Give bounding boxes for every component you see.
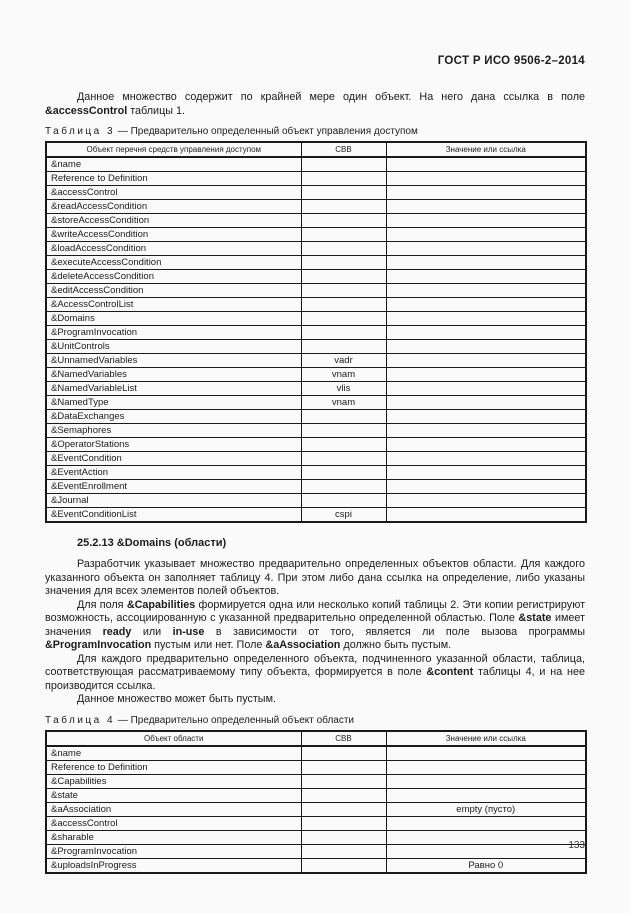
table-cell — [301, 760, 386, 774]
table-cell: &OperatorStations — [46, 438, 301, 452]
table3-access-control-object — [45, 141, 587, 523]
table-cell — [386, 844, 586, 858]
table-cell — [386, 200, 586, 214]
table-cell: cspi — [301, 508, 386, 523]
table-cell — [301, 410, 386, 424]
text-run: таблицы 4, и на нее производится ссылка. — [45, 666, 586, 692]
table-row — [46, 242, 586, 256]
table-row — [46, 508, 586, 523]
table-cell — [301, 424, 386, 438]
table-row — [46, 354, 586, 368]
table-cell: &NamedVariableList — [46, 382, 301, 396]
table-row — [46, 788, 586, 802]
table-row — [46, 452, 586, 466]
table-row — [46, 438, 586, 452]
table-cell — [386, 480, 586, 494]
table-cell — [386, 396, 586, 410]
table3-header-row — [46, 142, 586, 157]
table-cell — [301, 312, 386, 326]
table-cell — [386, 368, 586, 382]
table-cell: &Semaphores — [46, 424, 301, 438]
table-cell: &UnitControls — [46, 340, 301, 354]
table-row — [46, 410, 586, 424]
table-cell: vnam — [301, 368, 386, 382]
table-cell — [301, 746, 386, 761]
table-cell — [386, 242, 586, 256]
table-row — [46, 844, 586, 858]
table-cell: &editAccessCondition — [46, 284, 301, 298]
section-paragraph — [45, 558, 585, 599]
table-cell: &UnnamedVariables — [46, 354, 301, 368]
table-cell: &EventCondition — [46, 452, 301, 466]
table-cell — [301, 480, 386, 494]
table-cell — [386, 452, 586, 466]
table-cell — [301, 466, 386, 480]
table-cell: &readAccessCondition — [46, 200, 301, 214]
table-cell — [301, 256, 386, 270]
table-cell — [386, 410, 586, 424]
table-cell — [386, 788, 586, 802]
table-cell — [386, 424, 586, 438]
table4-caption — [45, 715, 585, 726]
table4-domain-object — [45, 730, 587, 874]
table-cell: &Domains — [46, 312, 301, 326]
table-cell: &sharable — [46, 830, 301, 844]
table-row — [46, 816, 586, 830]
table3-caption-label: Таблица 3 — [45, 126, 116, 137]
table-cell — [301, 858, 386, 873]
table-cell — [301, 200, 386, 214]
text-run: Разработчик указывает множество предварительно определенных объектов области. Для каждого указанного объекта он заполняет таблицу 4. При этом либо дана ссылка на определение, либо указаны значения для всех элементов полей объектов. — [45, 558, 585, 597]
table-row — [46, 382, 586, 396]
table-row — [46, 326, 586, 340]
table3-caption-text: — Предварительно определенный объект управления доступом — [117, 126, 418, 137]
table3-column-value: Значение или ссылка — [386, 142, 586, 157]
table-cell — [301, 242, 386, 256]
page-number: 133 — [568, 840, 585, 851]
table3-column-cvv: СВВ — [301, 142, 386, 157]
table-cell: &accessControl — [46, 186, 301, 200]
table-cell: Reference to Definition — [46, 760, 301, 774]
table-cell — [301, 172, 386, 186]
section-heading: 25.2.13 &Domains (области) — [77, 537, 227, 549]
text-run: Для поля — [77, 598, 127, 611]
table-cell: &DataExchanges — [46, 410, 301, 424]
table-cell — [386, 298, 586, 312]
table-cell — [386, 830, 586, 844]
table-cell — [301, 830, 386, 844]
table-row — [46, 424, 586, 438]
table-row — [46, 172, 586, 186]
table-cell: &aAssociation — [46, 802, 301, 816]
table-cell — [386, 326, 586, 340]
text-run: Данное множество может быть пустым. — [77, 693, 276, 705]
table-cell: &loadAccessCondition — [46, 242, 301, 256]
table-cell — [386, 157, 586, 172]
table-cell — [386, 340, 586, 354]
table-cell — [301, 186, 386, 200]
table-cell: &accessControl — [46, 816, 301, 830]
table-row — [46, 298, 586, 312]
table-cell — [386, 382, 586, 396]
table3-caption — [45, 126, 585, 137]
table4-caption-text: — Предварительно определенный объект области — [117, 714, 355, 726]
table4-caption-label: Таблица 4 — [45, 714, 116, 726]
table-cell — [386, 746, 586, 761]
table-row — [46, 284, 586, 298]
bold-term: &aAssociation — [265, 639, 341, 651]
table-cell: &deleteAccessCondition — [46, 270, 301, 284]
table-cell — [386, 508, 586, 523]
table-row — [46, 760, 586, 774]
table-row — [46, 312, 586, 326]
table-cell: vlis — [301, 382, 386, 396]
section-paragraph — [45, 693, 585, 707]
table-cell: &name — [46, 157, 301, 172]
table-cell — [301, 284, 386, 298]
table-cell: &ProgramInvocation — [46, 326, 301, 340]
text-run: Данное множество содержит по крайней мере один объект. На него дана ссылка в поле — [77, 91, 585, 103]
table-cell — [386, 438, 586, 452]
table-cell: &Journal — [46, 494, 301, 508]
bold-term: &content — [426, 666, 474, 678]
text-run: в зависимости от того, является ли поле вызова программы — [204, 625, 585, 638]
table-row — [46, 494, 586, 508]
table-cell — [301, 494, 386, 508]
table-cell — [386, 284, 586, 298]
table-cell: &NamedType — [46, 396, 301, 410]
table-cell: &Capabilities — [46, 774, 301, 788]
table-cell — [386, 312, 586, 326]
bold-term: &ProgramInvocation — [45, 639, 152, 651]
table-row — [46, 228, 586, 242]
table-cell: &name — [46, 746, 301, 761]
table-cell: Reference to Definition — [46, 172, 301, 186]
table-row — [46, 186, 586, 200]
table-cell: vnam — [301, 396, 386, 410]
table-cell — [301, 452, 386, 466]
table-cell: &state — [46, 788, 301, 802]
bold-term: &state — [518, 612, 552, 624]
table-cell — [301, 788, 386, 802]
bold-term: &accessControl — [45, 104, 128, 117]
text-run: формируется одна или несколько копий таблицы 2. Эти копии регистрируют возможность, ассоциированную с указанной предварительно определенной областью. Поле — [45, 598, 586, 624]
text-run: имеет значения — [45, 612, 585, 638]
table-cell — [301, 340, 386, 354]
text-run: таблицы 1. — [127, 104, 186, 117]
text-run: должно быть пустым. — [340, 639, 452, 651]
bold-term: &Capabilities — [126, 598, 196, 611]
table-row — [46, 802, 586, 816]
table-cell — [386, 228, 586, 242]
table-row — [46, 480, 586, 494]
table-row — [46, 746, 586, 761]
table-row — [46, 830, 586, 844]
table-cell: &uploadsInProgress — [46, 858, 301, 873]
table-cell — [301, 270, 386, 284]
table-row — [46, 858, 586, 873]
table-cell — [386, 760, 586, 774]
table-cell — [301, 438, 386, 452]
doc-standard-number: ГОСТ Р ИСО 9506-2–2014 — [437, 55, 585, 67]
section-paragraph — [45, 653, 585, 694]
text-run: Для каждого предварительно определенного объекта, подчиненного указанной области, таблица, соответствующая рассматриваемому типу объекта, формируется в поле — [45, 652, 585, 678]
table-cell — [386, 214, 586, 228]
bold-term: in-use — [172, 625, 205, 638]
bold-term: ready — [102, 625, 132, 638]
table-row — [46, 214, 586, 228]
table-cell: &NamedVariables — [46, 368, 301, 382]
table-cell: Равно 0 — [386, 858, 586, 873]
table-cell: empty (пусто) — [386, 802, 586, 816]
table-cell: &executeAccessCondition — [46, 256, 301, 270]
table-cell — [301, 214, 386, 228]
table-row — [46, 157, 586, 172]
table-cell — [386, 270, 586, 284]
table-row — [46, 466, 586, 480]
table-row — [46, 340, 586, 354]
table-cell — [386, 256, 586, 270]
table3-column-object: Объект перечня средств управления доступом — [46, 142, 301, 157]
table-cell: &EventEnrollment — [46, 480, 301, 494]
section-paragraph — [45, 599, 585, 653]
table-cell: &writeAccessCondition — [46, 228, 301, 242]
table-row — [46, 256, 586, 270]
table-cell — [301, 326, 386, 340]
table-row — [46, 270, 586, 284]
table-cell — [386, 172, 586, 186]
table4-column-object: Объект области — [46, 731, 301, 746]
table-cell — [301, 228, 386, 242]
table-cell — [386, 354, 586, 368]
table-cell — [301, 816, 386, 830]
table-cell — [386, 186, 586, 200]
table4-header-row — [46, 731, 586, 746]
table-cell: vadr — [301, 354, 386, 368]
table-cell — [386, 816, 586, 830]
table-cell — [301, 844, 386, 858]
table4-column-cvv: СВВ — [301, 731, 386, 746]
table-cell: &EventConditionList — [46, 508, 301, 523]
text-run: или — [131, 625, 173, 638]
table-cell: &AccessControlList — [46, 298, 301, 312]
table-cell — [301, 774, 386, 788]
text-run: пустым или нет. Поле — [151, 639, 266, 651]
table-cell: &EventAction — [46, 466, 301, 480]
table-cell — [386, 466, 586, 480]
table-cell: &storeAccessCondition — [46, 214, 301, 228]
table-cell — [301, 802, 386, 816]
table-cell — [386, 774, 586, 788]
table-cell: &ProgramInvocation — [46, 844, 301, 858]
table-row — [46, 396, 586, 410]
table-cell — [386, 494, 586, 508]
table-row — [46, 774, 586, 788]
table-row — [46, 200, 586, 214]
table-cell — [301, 298, 386, 312]
table-cell — [301, 157, 386, 172]
intro-paragraph — [45, 91, 585, 118]
table-row — [46, 368, 586, 382]
table4-column-value: Значение или ссылка — [386, 731, 586, 746]
